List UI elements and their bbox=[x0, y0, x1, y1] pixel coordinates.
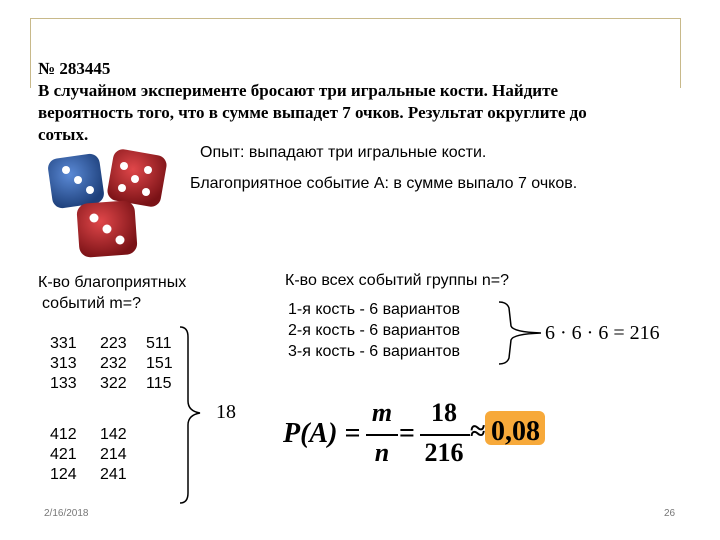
dice-illustration bbox=[44, 148, 174, 260]
die-variant-line: 3-я кость - 6 вариантов bbox=[288, 343, 460, 360]
experiment-text: Опыт: выпадают три игральные кости. bbox=[200, 144, 487, 161]
combo-item: 412 bbox=[50, 426, 77, 443]
fraction-bar-value bbox=[420, 434, 470, 436]
formula-numerator: 18 bbox=[431, 398, 457, 427]
slide-frame-right bbox=[680, 18, 681, 88]
combos-col-2-group-1 bbox=[100, 334, 127, 394]
combo-item: 115 bbox=[146, 375, 172, 392]
combo-item: 322 bbox=[100, 375, 127, 392]
formula-approx: ≈ bbox=[470, 416, 486, 447]
combo-item: 232 bbox=[100, 355, 127, 372]
combo-item: 124 bbox=[50, 466, 77, 483]
fraction-bar-mn bbox=[366, 434, 398, 436]
formula-result: 0,08 bbox=[491, 416, 540, 447]
slide-frame-top bbox=[30, 18, 680, 19]
combo-item: 331 bbox=[50, 335, 77, 352]
problem-line-3: сотых. bbox=[38, 125, 89, 144]
slide-frame-left bbox=[30, 18, 31, 88]
combo-item: 241 bbox=[100, 466, 127, 483]
all-events-lines bbox=[288, 299, 460, 362]
formula-lhs: P(A) = bbox=[283, 418, 361, 449]
die-variant-line: 1-я кость - 6 вариантов bbox=[288, 301, 460, 318]
event-text: Благоприятное событие А: в сумме выпало 7 очков. bbox=[190, 175, 578, 192]
combos-col-2-group-2 bbox=[100, 425, 127, 485]
page-number: 26 bbox=[664, 508, 676, 519]
combo-item: 214 bbox=[100, 446, 127, 463]
all-events-label: К-во всех событий группы n=? bbox=[285, 272, 509, 289]
formula-denominator: 216 bbox=[424, 438, 464, 467]
combo-item: 151 bbox=[146, 355, 173, 372]
formula-n: n bbox=[374, 438, 390, 467]
problem-statement bbox=[38, 58, 678, 146]
favorable-label-line-2: событий m=? bbox=[42, 295, 141, 312]
product-formula: 6 · 6 · 6 = 216 bbox=[545, 322, 660, 344]
red-die-icon-top bbox=[106, 148, 168, 208]
right-brace-icon bbox=[497, 300, 545, 366]
favorable-label bbox=[38, 272, 186, 314]
combo-item: 313 bbox=[50, 355, 77, 372]
right-brace-icon bbox=[178, 325, 218, 505]
footer-date: 2/16/2018 bbox=[44, 508, 89, 519]
formula-equals: = bbox=[399, 418, 415, 449]
formula-m: m bbox=[371, 398, 393, 427]
combos-col-1-group-2 bbox=[50, 425, 77, 485]
problem-line-2: вероятность того, что в сумме выпадет 7 очков. Результат округлите до bbox=[38, 103, 587, 122]
favorable-label-line-1: К-во благоприятных bbox=[38, 274, 187, 291]
die-variant-line: 2-я кость - 6 вариантов bbox=[288, 322, 460, 339]
combo-item: 133 bbox=[50, 375, 77, 392]
combo-item: 421 bbox=[50, 446, 77, 463]
combo-item: 511 bbox=[146, 335, 172, 352]
combo-item: 142 bbox=[100, 426, 127, 443]
red-die-icon-bottom bbox=[76, 200, 138, 258]
blue-die-icon bbox=[47, 153, 105, 210]
problem-number: № 283445 bbox=[38, 59, 111, 78]
combo-item: 223 bbox=[100, 335, 127, 352]
combos-col-3-group-1 bbox=[146, 334, 173, 394]
problem-line-1: В случайном эксперименте бросают три игральные кости. Найдите bbox=[38, 81, 558, 100]
combos-col-1-group-1 bbox=[50, 334, 77, 394]
favorable-total: 18 bbox=[216, 401, 236, 423]
